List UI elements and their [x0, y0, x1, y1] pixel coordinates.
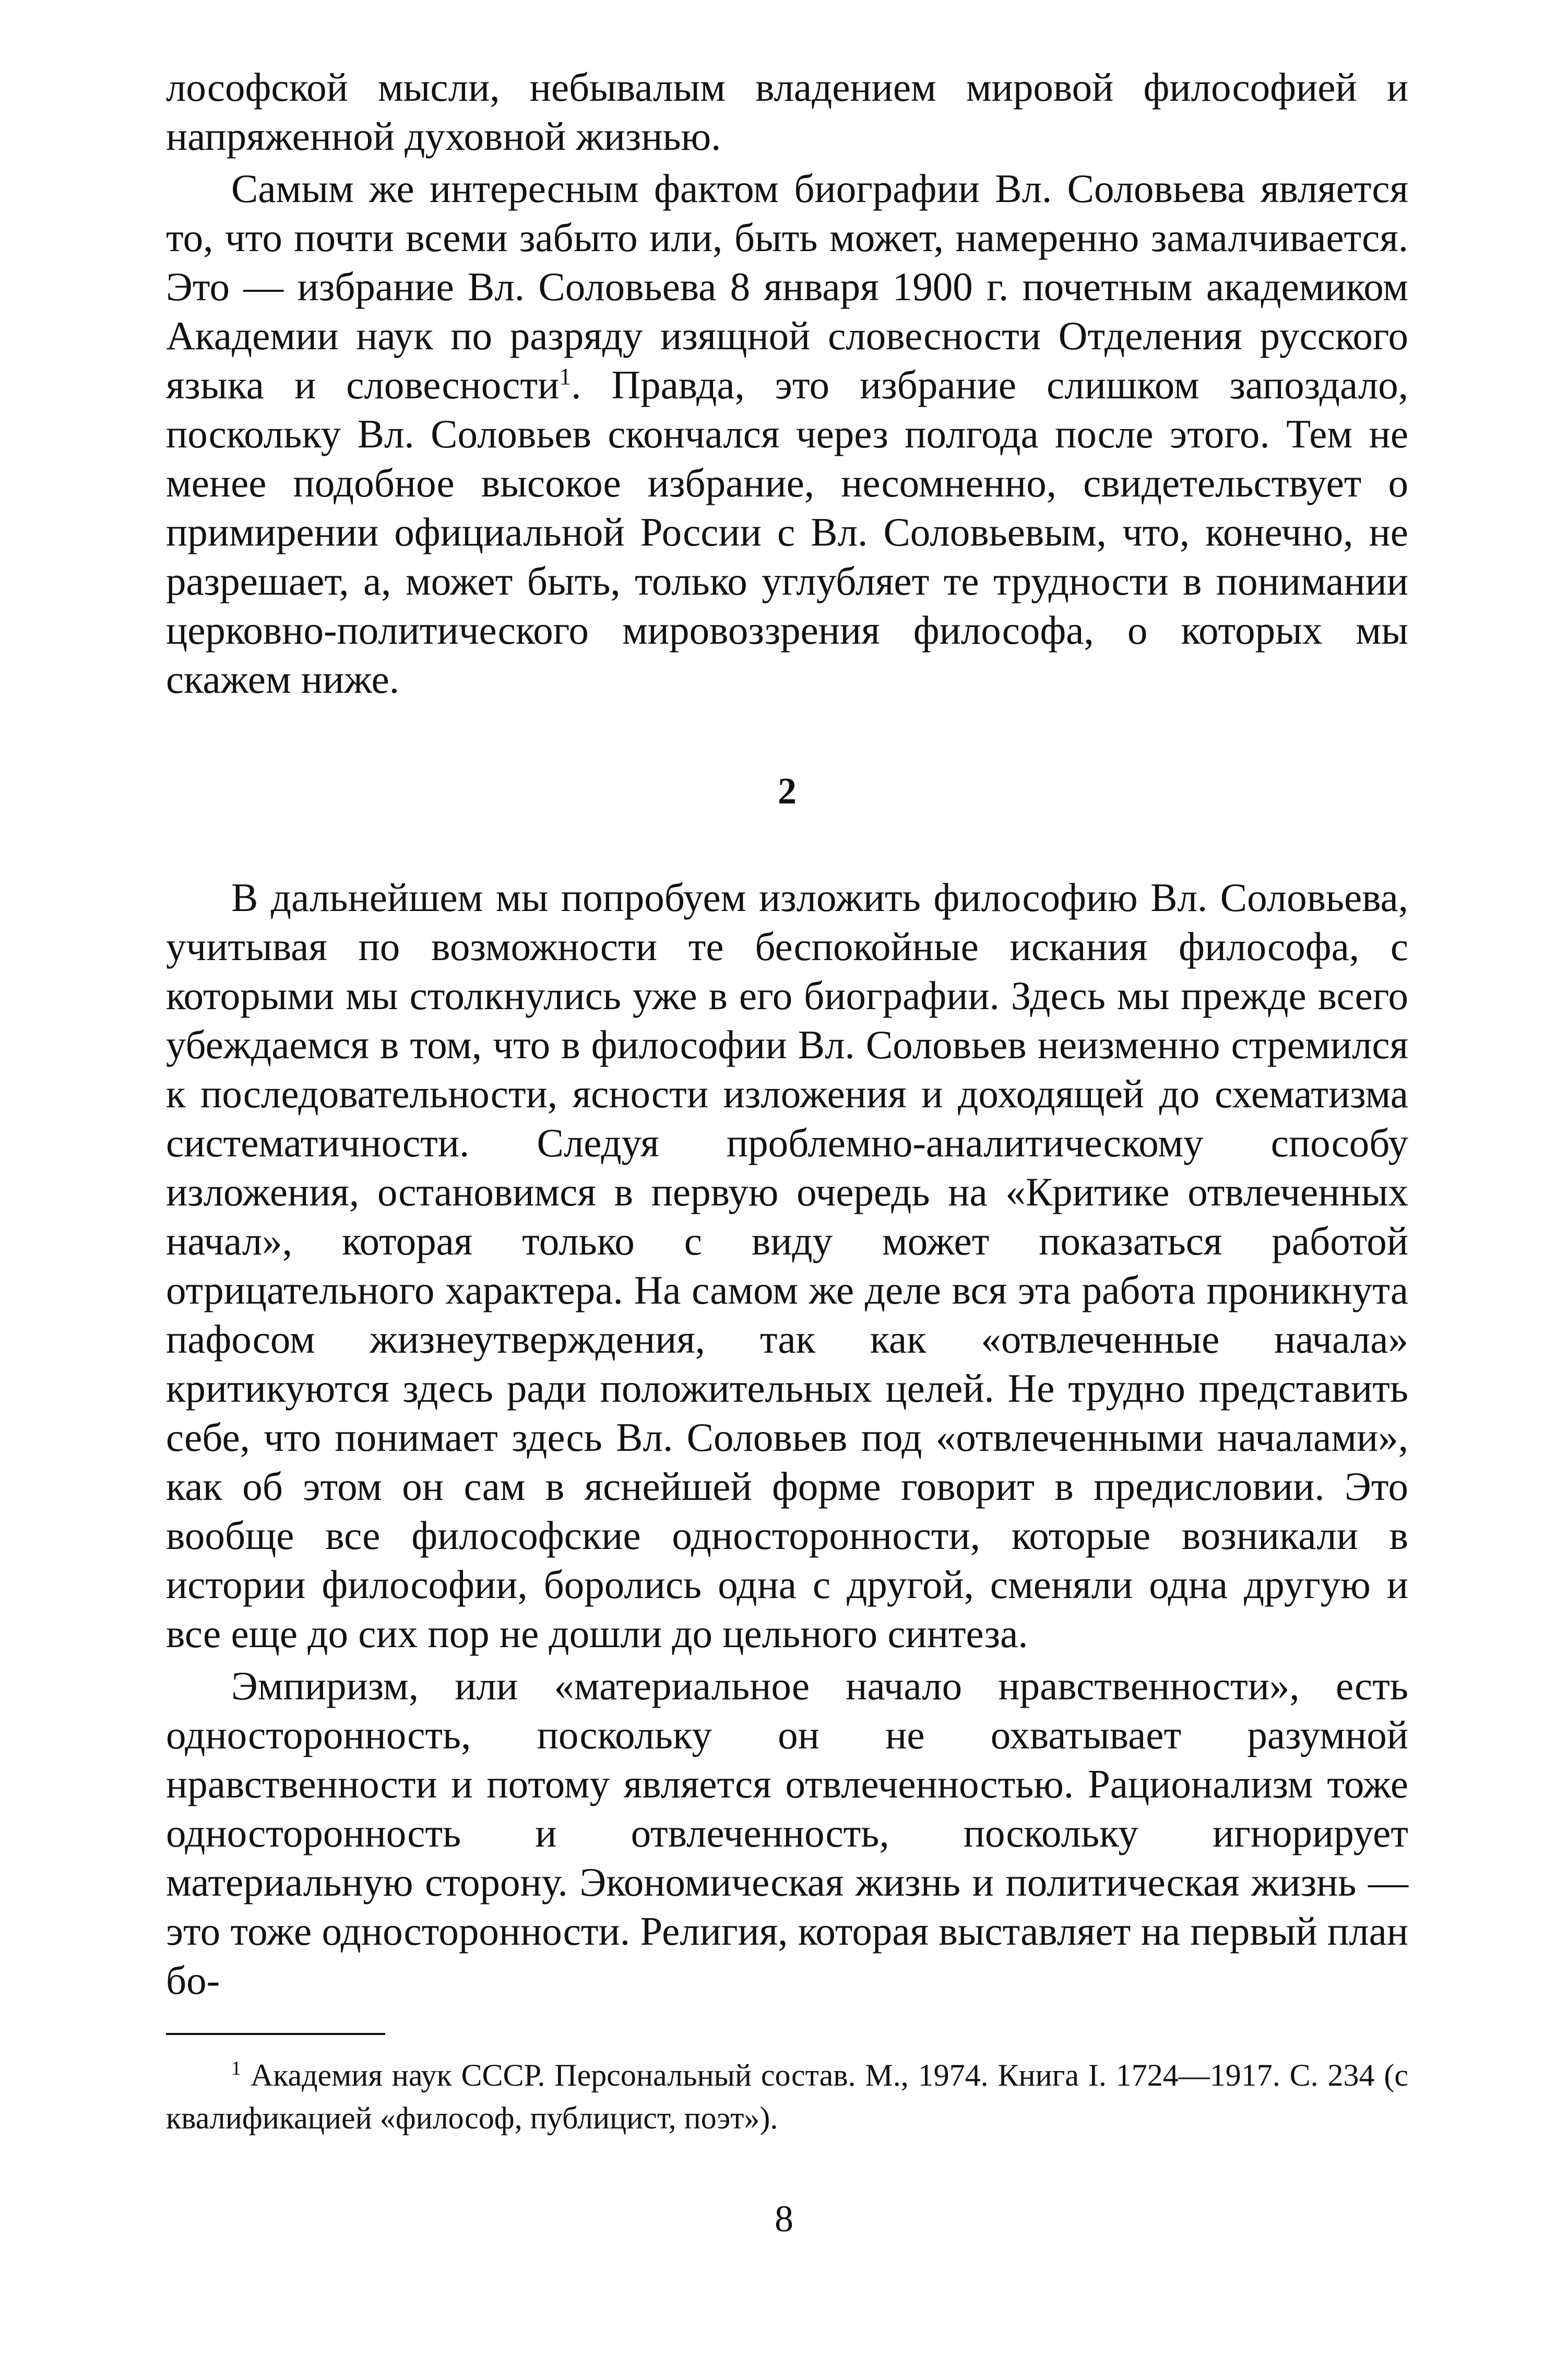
paragraph-critique: В дальнейшем мы попробуем изложить философию Вл. Соловьева, учитывая по возможности те беспокойные искания философа, с которыми мы столкнулись уже в его биографии. Здесь мы прежде всего убеждаемся в том, что в философии Вл. Соловьев неизменно стремился к последовательности, ясности изложения и доходящей до схематизма систематичности. Следуя проблемно-аналитическому способу изложения, остановимся в первую очередь на «Критике отвлеченных начал», которая только с виду может показаться работой отрицательного характера. На самом же деле вся эта работа проникнута пафосом жизнеутверждения, так как «отвлеченные начала» критикуются здесь ради положительных целей. Не трудно представить себе, что понимает здесь Вл. Соловьев под «отвлеченными началами», как об этом он сам в яснейшей форме говорит в предисловии. Это вообще все философские односторонности, которые возникали в истории философии, боролись одна с другой, сменяли одна другую и все еще до сих пор не дошли до цельного синтеза.: [166, 875, 1408, 1656]
paragraph-election-text-b: . Правда, это избрание слишком запоздало, поскольку Вл. Соловьев скончался через полгода после этого. Тем не менее подобное высокое избрание, несомненно, свидетельствует о примирении официальной России с Вл. Соловьевым, что, конечно, не разрешает, а, может быть, только углубляет те трудности в понимании церковно-политического мировоззрения философа, о которых мы скажем ниже.: [166, 362, 1408, 702]
paragraph-continuation: лософской мысли, небывалым владением мировой философией и напряженной духовной жизнью.: [166, 65, 1408, 159]
footnote-text: Академия наук СССР. Персональный состав. М., 1974. Книга I. 1724—1917. С. 234 (с квалификацией «философ, публицист, поэт»).: [166, 2058, 1408, 2135]
footnote-mark: 1: [231, 2057, 241, 2079]
paragraph-election: [166, 164, 1408, 704]
page-body: [166, 63, 1408, 2139]
footnote-divider: [166, 2033, 385, 2035]
page-number: 8: [775, 2198, 793, 2240]
footnote-reference: 1: [559, 363, 572, 390]
paragraph-empiricism: Эмпиризм, или «материальное начало нравственности», есть односторонность, поскольку он не охватывает разумной нравственности и потому является отвлеченностью. Рационализм тоже односторонность и отвлеченность, поскольку игнорирует материальную сторону. Экономическая жизнь и политическая жизнь — это тоже односторонности. Религия, которая выставляет на первый план бо-: [166, 1663, 1408, 2003]
footnote: [166, 2054, 1408, 2139]
paragraph-election-text-a: Самым же интересным фактом биографии Вл. Соловьева является то, что почти всеми забыто или, быть может, намеренно замалчивается. Это — избрание Вл. Соловьева 8 января 1900 г. почетным академиком Академии наук по разряду изящной словесности Отделения русского языка и словесности: [166, 166, 1408, 407]
section-number: 2: [778, 770, 797, 812]
